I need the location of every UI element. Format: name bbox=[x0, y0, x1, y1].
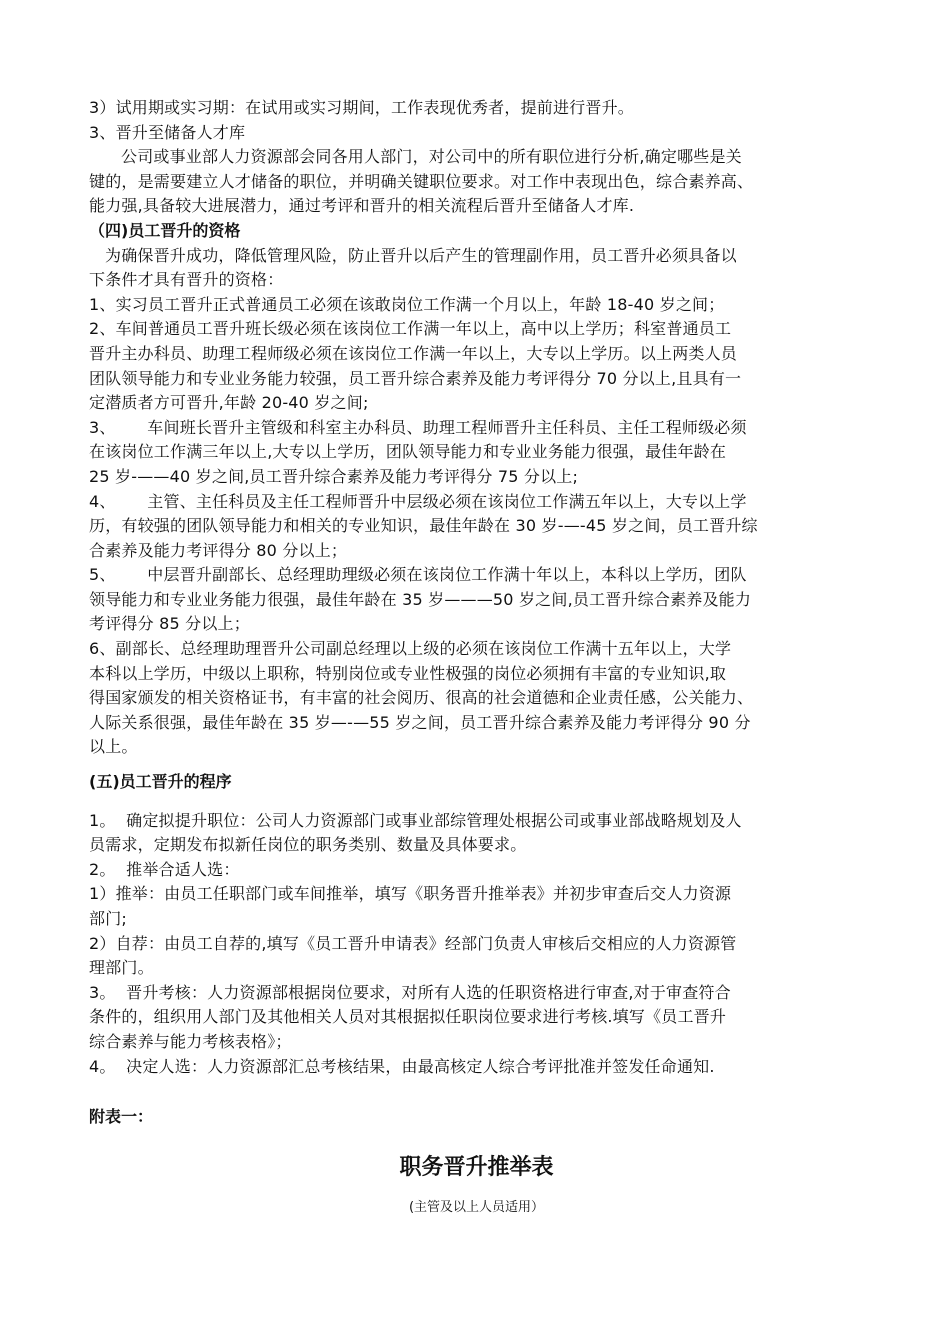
list-item: 综合素养与能力考核表格》； bbox=[89, 1031, 292, 1051]
list-item: 考评得分 85 分以上； bbox=[89, 614, 250, 634]
paragraph-qualification-intro bbox=[89, 244, 864, 293]
list-item: 4。 决定人选：人力资源部汇总考核结果，由最高核定人综合考评批准并签发任命通知. bbox=[89, 1056, 715, 1076]
line: 下条件才具有晋升的资格： bbox=[89, 270, 284, 290]
list-item: 4、 主管、主任科员及主任工程师晋升中层级必须在该岗位工作满五年以上，大专以上学 bbox=[89, 491, 747, 511]
list-item: 历，有较强的团队领导能力和相关的专业知识，最佳年龄在 30 岁-—-45 岁之间，员工晋升综 bbox=[89, 516, 758, 536]
section-heading-qualification: （四)员工晋升的资格 bbox=[89, 220, 241, 240]
line: 能力强,具备较大进展潜力，通过考评和晋升的相关流程后晋升至储备人才库. bbox=[89, 196, 635, 216]
table-title: 职务晋升推举表 bbox=[399, 1154, 554, 1180]
document-page bbox=[89, 96, 864, 1218]
list-item: 条件的，组织用人部门及其他相关人员对其根据拟任职岗位要求进行考核.填写《员工晋升 bbox=[89, 1007, 727, 1027]
list-item: 员需求，定期发布拟新任岗位的职务类别、数量及具体要求。 bbox=[89, 835, 527, 855]
list-item: 1、实习员工晋升正式普通员工必须在该敢岗位工作满一个月以上，年龄 18-40 岁之间； bbox=[89, 294, 725, 314]
list-item: 晋升主办科员、助理工程师级必须在该岗位工作满一年以上，大专以上学历。以上两类人员 bbox=[89, 343, 738, 363]
procedure-list bbox=[89, 809, 864, 1080]
line: 公司或事业部人力资源部会同各用人部门，对公司中的所有职位进行分析,确定哪些是关 bbox=[121, 147, 742, 167]
paragraph-talent-pool bbox=[89, 145, 864, 219]
list-item: 合素养及能力考评得分 80 分以上； bbox=[89, 540, 348, 560]
list-item: 6、副部长、总经理助理晋升公司副总经理以上级的必须在该岗位工作满十五年以上，大学 bbox=[89, 639, 732, 659]
list-item: 3。 晋升考核：人力资源部根据岗位要求，对所有人选的任职资格进行审查,对于审查符合 bbox=[89, 982, 731, 1002]
qualification-list bbox=[89, 293, 864, 760]
list-item: 2）自荐：由员工自荐的,填写《员工晋升申请表》经部门负责人审核后交相应的人力资源管 bbox=[89, 933, 737, 953]
list-item: 25 岁-——40 岁之间,员工晋升综合素养及能力考评得分 75 分以上; bbox=[89, 466, 579, 486]
list-item: 定潜质者方可晋升,年龄 20-40 岁之间; bbox=[89, 393, 369, 413]
line: 3、晋升至储备人才库 bbox=[89, 122, 246, 142]
list-item: 以上。 bbox=[89, 737, 138, 757]
list-item: 团队领导能力和专业业务能力较强，员工晋升综合素养及能力考评得分 70 分以上,且具有一 bbox=[89, 368, 742, 388]
list-item: 5、 中层晋升副部长、总经理助理级必须在该岗位工作满十年以上，本科以上学历，团队 bbox=[89, 565, 747, 585]
section-heading-procedure: (五)员工晋升的程序 bbox=[89, 772, 232, 792]
line: 键的，是需要建立人才储备的职位，并明确关键职位要求。对工作中表现出色，综合素养高、 bbox=[89, 171, 754, 191]
list-item: 人际关系很强，最佳年龄在 35 岁—-—55 岁之间，员工晋升综合素养及能力考评得分 90 分 bbox=[89, 712, 751, 732]
list-item: 在该岗位工作满三年以上,大专以上学历，团队领导能力和专业业务能力很强，最佳年龄在 bbox=[89, 442, 727, 462]
list-item: 领导能力和专业业务能力很强，最佳年龄在 35 岁———50 岁之间,员工晋升综合素养及能力 bbox=[89, 589, 752, 609]
list-item: 部门; bbox=[89, 909, 127, 928]
line: 3）试用期或实习期：在试用或实习期间，工作表现优秀者，提前进行晋升。 bbox=[89, 98, 634, 117]
list-item: 2、车间普通员工晋升班长级必须在该岗位工作满一年以上，高中以上学历；科室普通员工 bbox=[89, 319, 732, 339]
appendix-label: 附表一： bbox=[89, 1107, 154, 1127]
list-item: 1）推举：由员工任职部门或车间推举，填写《职务晋升推举表》并初步审查后交人力资源 bbox=[89, 884, 732, 904]
table-subtitle: (主管及以上人员适用） bbox=[408, 1199, 545, 1215]
list-item: 3、 车间班长晋升主管级和科室主办科员、助理工程师晋升主任科员、主任工程师级必须 bbox=[89, 417, 747, 437]
list-item: 2。 推举合适人选： bbox=[89, 859, 240, 879]
list-item: 1。 确定拟提升职位：公司人力资源部门或事业部综管理处根据公司或事业部战略规划及人 bbox=[89, 810, 742, 830]
list-item: 本科以上学历，中级以上职称，特别岗位或专业性极强的岗位必须拥有丰富的专业知识,取 bbox=[89, 663, 727, 683]
line: 为确保晋升成功，降低管理风险，防止晋升以后产生的管理副作用，员工晋升必须具备以 bbox=[105, 245, 737, 265]
list-item: 得国家颁发的相关资格证书，有丰富的社会阅历、很高的社会道德和企业责任感，公关能力、 bbox=[89, 688, 754, 708]
list-item: 理部门。 bbox=[89, 958, 154, 978]
